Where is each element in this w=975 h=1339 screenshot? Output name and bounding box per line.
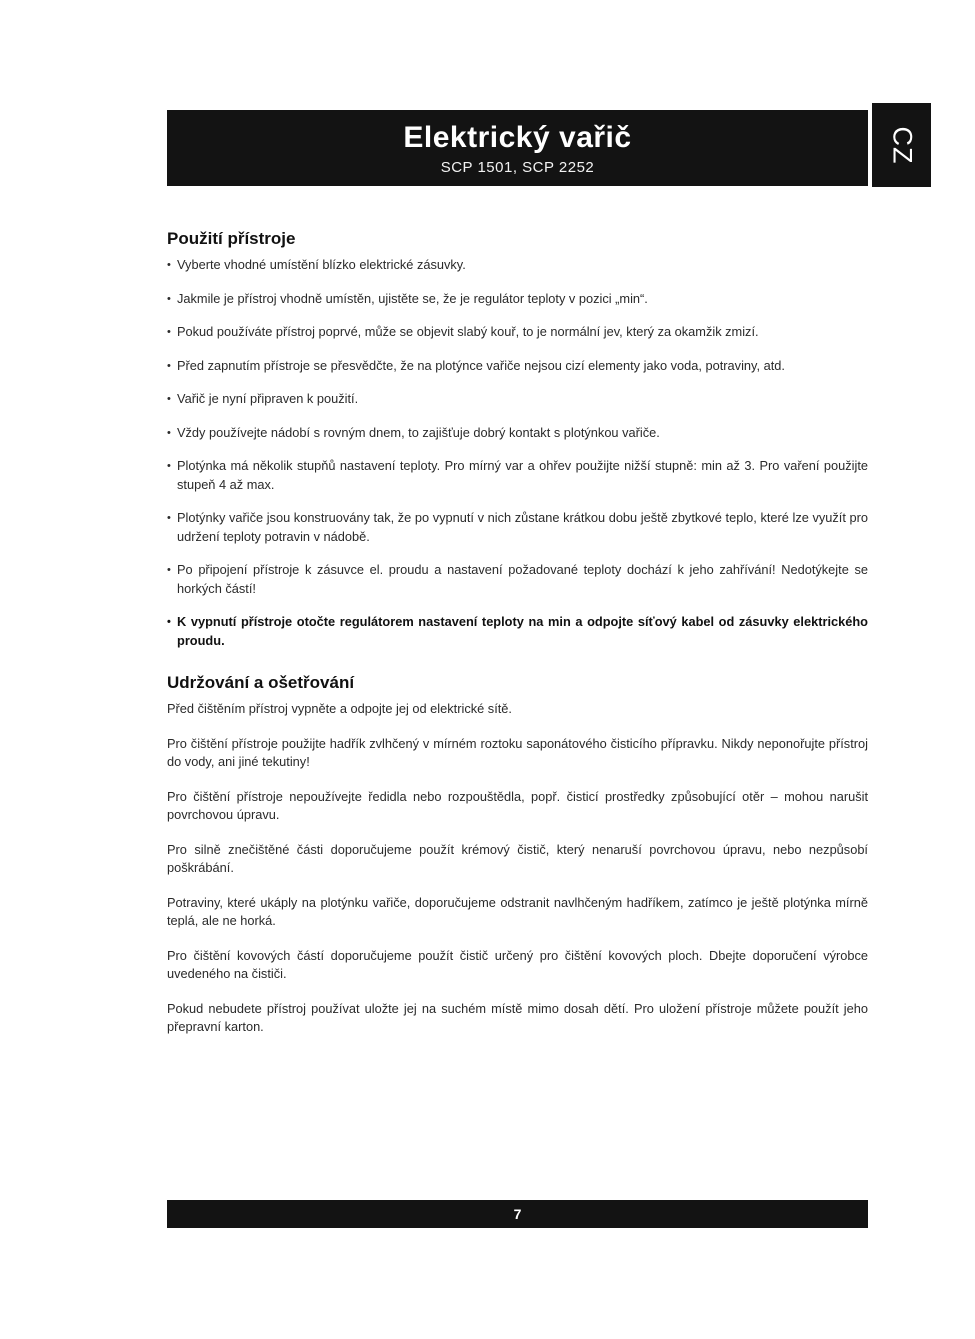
paragraph: Před čištěním přístroj vypněte a odpojte jej od elektrické sítě.	[167, 701, 512, 716]
header-bar	[167, 110, 868, 186]
paragraph: Pro silně znečištěné části doporučujeme použít krémový čistič, který nenaruší povrchovou úpravu, nebo nezpůsobí poškrábání.	[167, 841, 868, 875]
bullet-marker: •	[167, 426, 171, 439]
page-title: Elektrický vařič	[403, 121, 632, 154]
bullet-text: Jakmile je přístroj vhodně umístěn, ujistěte se, že je regulátor teploty v pozici „min“.	[177, 290, 648, 306]
bullet-text: Vařič je nyní připraven k použití.	[177, 391, 359, 406]
bullet-item	[167, 457, 868, 494]
paragraph: Potraviny, které ukáply na plotýnku vařiče, doporučujeme odstranit navlhčeným hadříkem, zatímco je ještě plotýnka mírně teplá, ale ne horká.	[167, 894, 868, 928]
bullet-marker: •	[167, 259, 171, 271]
bullet-marker: •	[167, 460, 171, 472]
bullet-marker: •	[167, 393, 171, 405]
bullet-marker: •	[167, 616, 171, 628]
bullet-item	[167, 561, 868, 598]
bullet-item	[167, 424, 868, 443]
section-heading: Použití přístroje	[167, 229, 296, 248]
paragraph: Pro čištění přístroje použijte hadřík zvlhčený v mírném roztoku saponátového čisticího přípravku. Nikdy neponořujte přístroj do vody, ani jiné tekutiny!	[167, 735, 868, 769]
bullet-text: Vyberte vhodné umístění blízko elektrické zásuvky.	[177, 257, 466, 272]
bullet-item	[167, 323, 868, 342]
bullet-text: Plotýnky vařiče jsou konstruovány tak, že po vypnutí v nich zůstane krátkou dobu ještě zbytkové teplo, které lze využít pro udržení teploty potravin v nádobě.	[177, 510, 868, 544]
bullet-text: K vypnutí přístroje otočte regulátorem nastavení teploty na min a odpojte síťový kabel od zásuvky elektrického proudu.	[177, 614, 868, 648]
bullet-marker: •	[167, 292, 171, 305]
bullet-item	[167, 357, 868, 376]
content	[167, 228, 868, 1053]
bullet-marker: •	[167, 326, 171, 338]
paragraph: Pokud nebudete přístroj používat uložte jej na suchém místě mimo dosah dětí. Pro uložení přístroje můžete použít jeho přepravní karton.	[167, 1000, 868, 1034]
bullet-item	[167, 613, 868, 650]
bullet-item	[167, 390, 868, 409]
footer-bar	[167, 1200, 868, 1228]
bullet-text: Před zapnutím přístroje se přesvědčte, že na plotýnce vařiče nejsou cizí elementy jako voda, potraviny, atd.	[177, 357, 785, 373]
bullet-text: Po připojení přístroje k zásuvce el. proudu a nastavení požadované teploty dochází k jeho zahřívání! Nedotýkejte se horkých částí!	[177, 562, 868, 596]
page-number: 7	[513, 1206, 522, 1222]
bullet-marker: •	[167, 564, 171, 576]
bullet-text: Vždy používejte nádobí s rovným dnem, to zajišťuje dobrý kontakt s plotýnkou vařiče.	[177, 424, 660, 440]
bullet-item	[167, 290, 868, 309]
bullet-text: Plotýnka má několik stupňů nastavení teploty. Pro mírný var a ohřev použijte nižší stupně: min až 3. Pro vaření použijte stupeň 4 až max.	[177, 458, 868, 492]
paragraph: Pro čištění kovových částí doporučujeme použít čistič určený pro čištění kovových ploch. Dbejte doporučení výrobce uvedeného na čističi.	[167, 947, 868, 981]
language-tab-label: CZ	[887, 126, 917, 164]
language-tab	[872, 103, 931, 187]
section-heading: Udržování a ošetřování	[167, 673, 355, 692]
bullet-marker: •	[167, 512, 171, 524]
bullet-item	[167, 256, 868, 275]
paragraph: Pro čištění přístroje nepoužívejte ředidla nebo rozpouštědla, popř. čisticí prostředky způsobující otěr – mohou narušit povrchovou úpravu.	[167, 788, 868, 822]
model-numbers: SCP 1501, SCP 2252	[440, 159, 595, 176]
bullet-item	[167, 509, 868, 546]
bullet-marker: •	[167, 359, 171, 372]
bullet-text: Pokud používáte přístroj poprvé, může se objevit slabý kouř, to je normální jev, který za okamžik zmizí.	[177, 324, 759, 339]
